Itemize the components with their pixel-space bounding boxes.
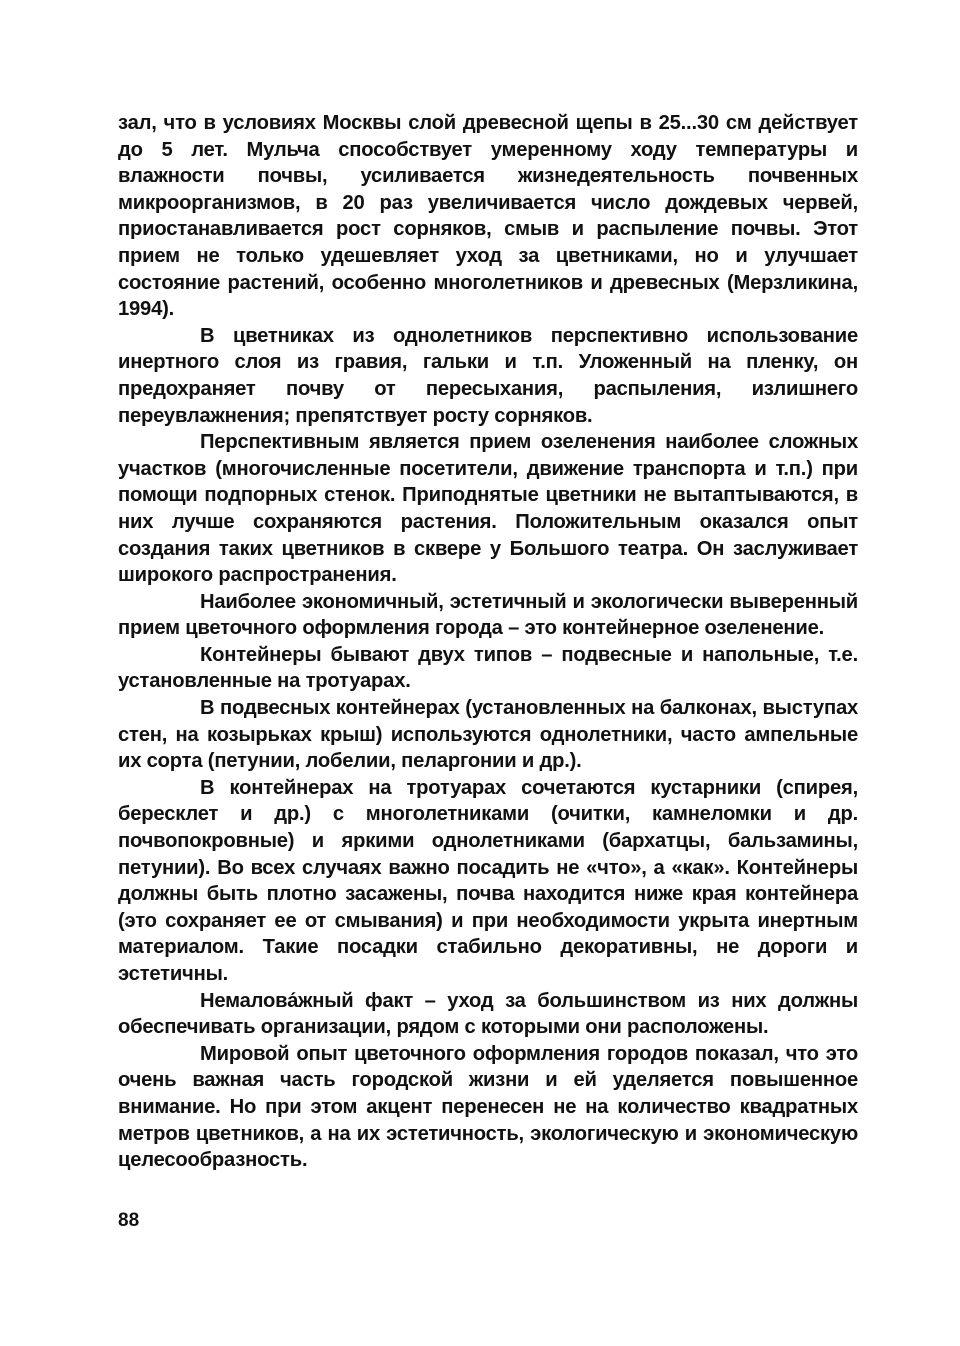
page-number: 88 (118, 1210, 140, 1231)
page-body (118, 110, 858, 1174)
paragraph-hanging-containers: В подвесных контейнерах (установленных на балконах, выступах стен, на козырьках крыш) используются однолетники, часто ампельные их сорта (петунии, лобелии, пеларгонии и др.). (118, 697, 858, 773)
paragraph-sidewalk-containers: В контейнерах на тротуарах сочетаются кустарники (спирея, бересклет и др.) с многолетниками (очитки, камнеломки и др. почвопокровные) и яркими однолетниками (бархатцы, бальзамины, петунии). Во всех случаях важно посадить не «что», а «как». Контейнеры должны быть плотно засажены, почва находится ниже края контейнера (это сохраняет ее от смывания) и при необходимости укрыта инертным материалом. Такие посадки стабильно декоративны, не дороги и эстетичны. (118, 776, 858, 985)
paragraph-maintenance: Немалова́жный факт – уход за большинством из них должны обеспечивать организации, рядом с которыми они расположены. (118, 989, 858, 1039)
paragraph-container-types: Контейнеры бывают двух типов – подвесные и напольные, т.е. установленные на тротуарах. (118, 643, 858, 693)
paragraph-mulch: зал, что в условиях Москвы слой древесной щепы в 25...30 см действует до 5 лет. Мульча способствует умеренному ходу температуры и влажности почвы, усиливается жизнедеятельность почвенных микроорганизмов, в 20 раз увеличивается число дождевых червей, приостанавливается рост сорняков, смыв и распыление почвы. Этот прием не только удешевляет уход за цветниками, но и улучшает состояние растений, особенно многолетников и древесных (Мерзликина, 1994). (118, 112, 858, 321)
paragraph-world-experience: Мировой опыт цветочного оформления городов показал, что это очень важная часть городской жизни и ей уделяется повышенное внимание. Но при этом акцент перенесен не на количество квадратных метров цветников, а на их эстетичность, экологическую и экономическую целесообразность. (118, 1042, 858, 1172)
paragraph-retaining-walls: Перспективным является прием озеленения наиболее сложных участков (многочисленные посетители, движение транспорта и т.п.) при помощи подпорных стенок. Приподнятые цветники не вытаптываются, в них лучше сохраняются растения. Положительным оказался опыт создания таких цветников в сквере у Большого театра. Он заслуживает широкого распространения. (118, 431, 858, 587)
paragraph-inert-layer: В цветниках из однолетников перспективно использование инертного слоя из гравия, гальки и т.п. Уложенный на пленку, он предохраняет почву от пересыхания, распыления, излишнего переувлажнения; препятствует росту сорняков. (118, 324, 858, 427)
paragraph-container-greening: Наиболее экономичный, эстетичный и экологически выверенный прием цветочного оформления города – это контейнерное озеленение. (118, 590, 858, 640)
